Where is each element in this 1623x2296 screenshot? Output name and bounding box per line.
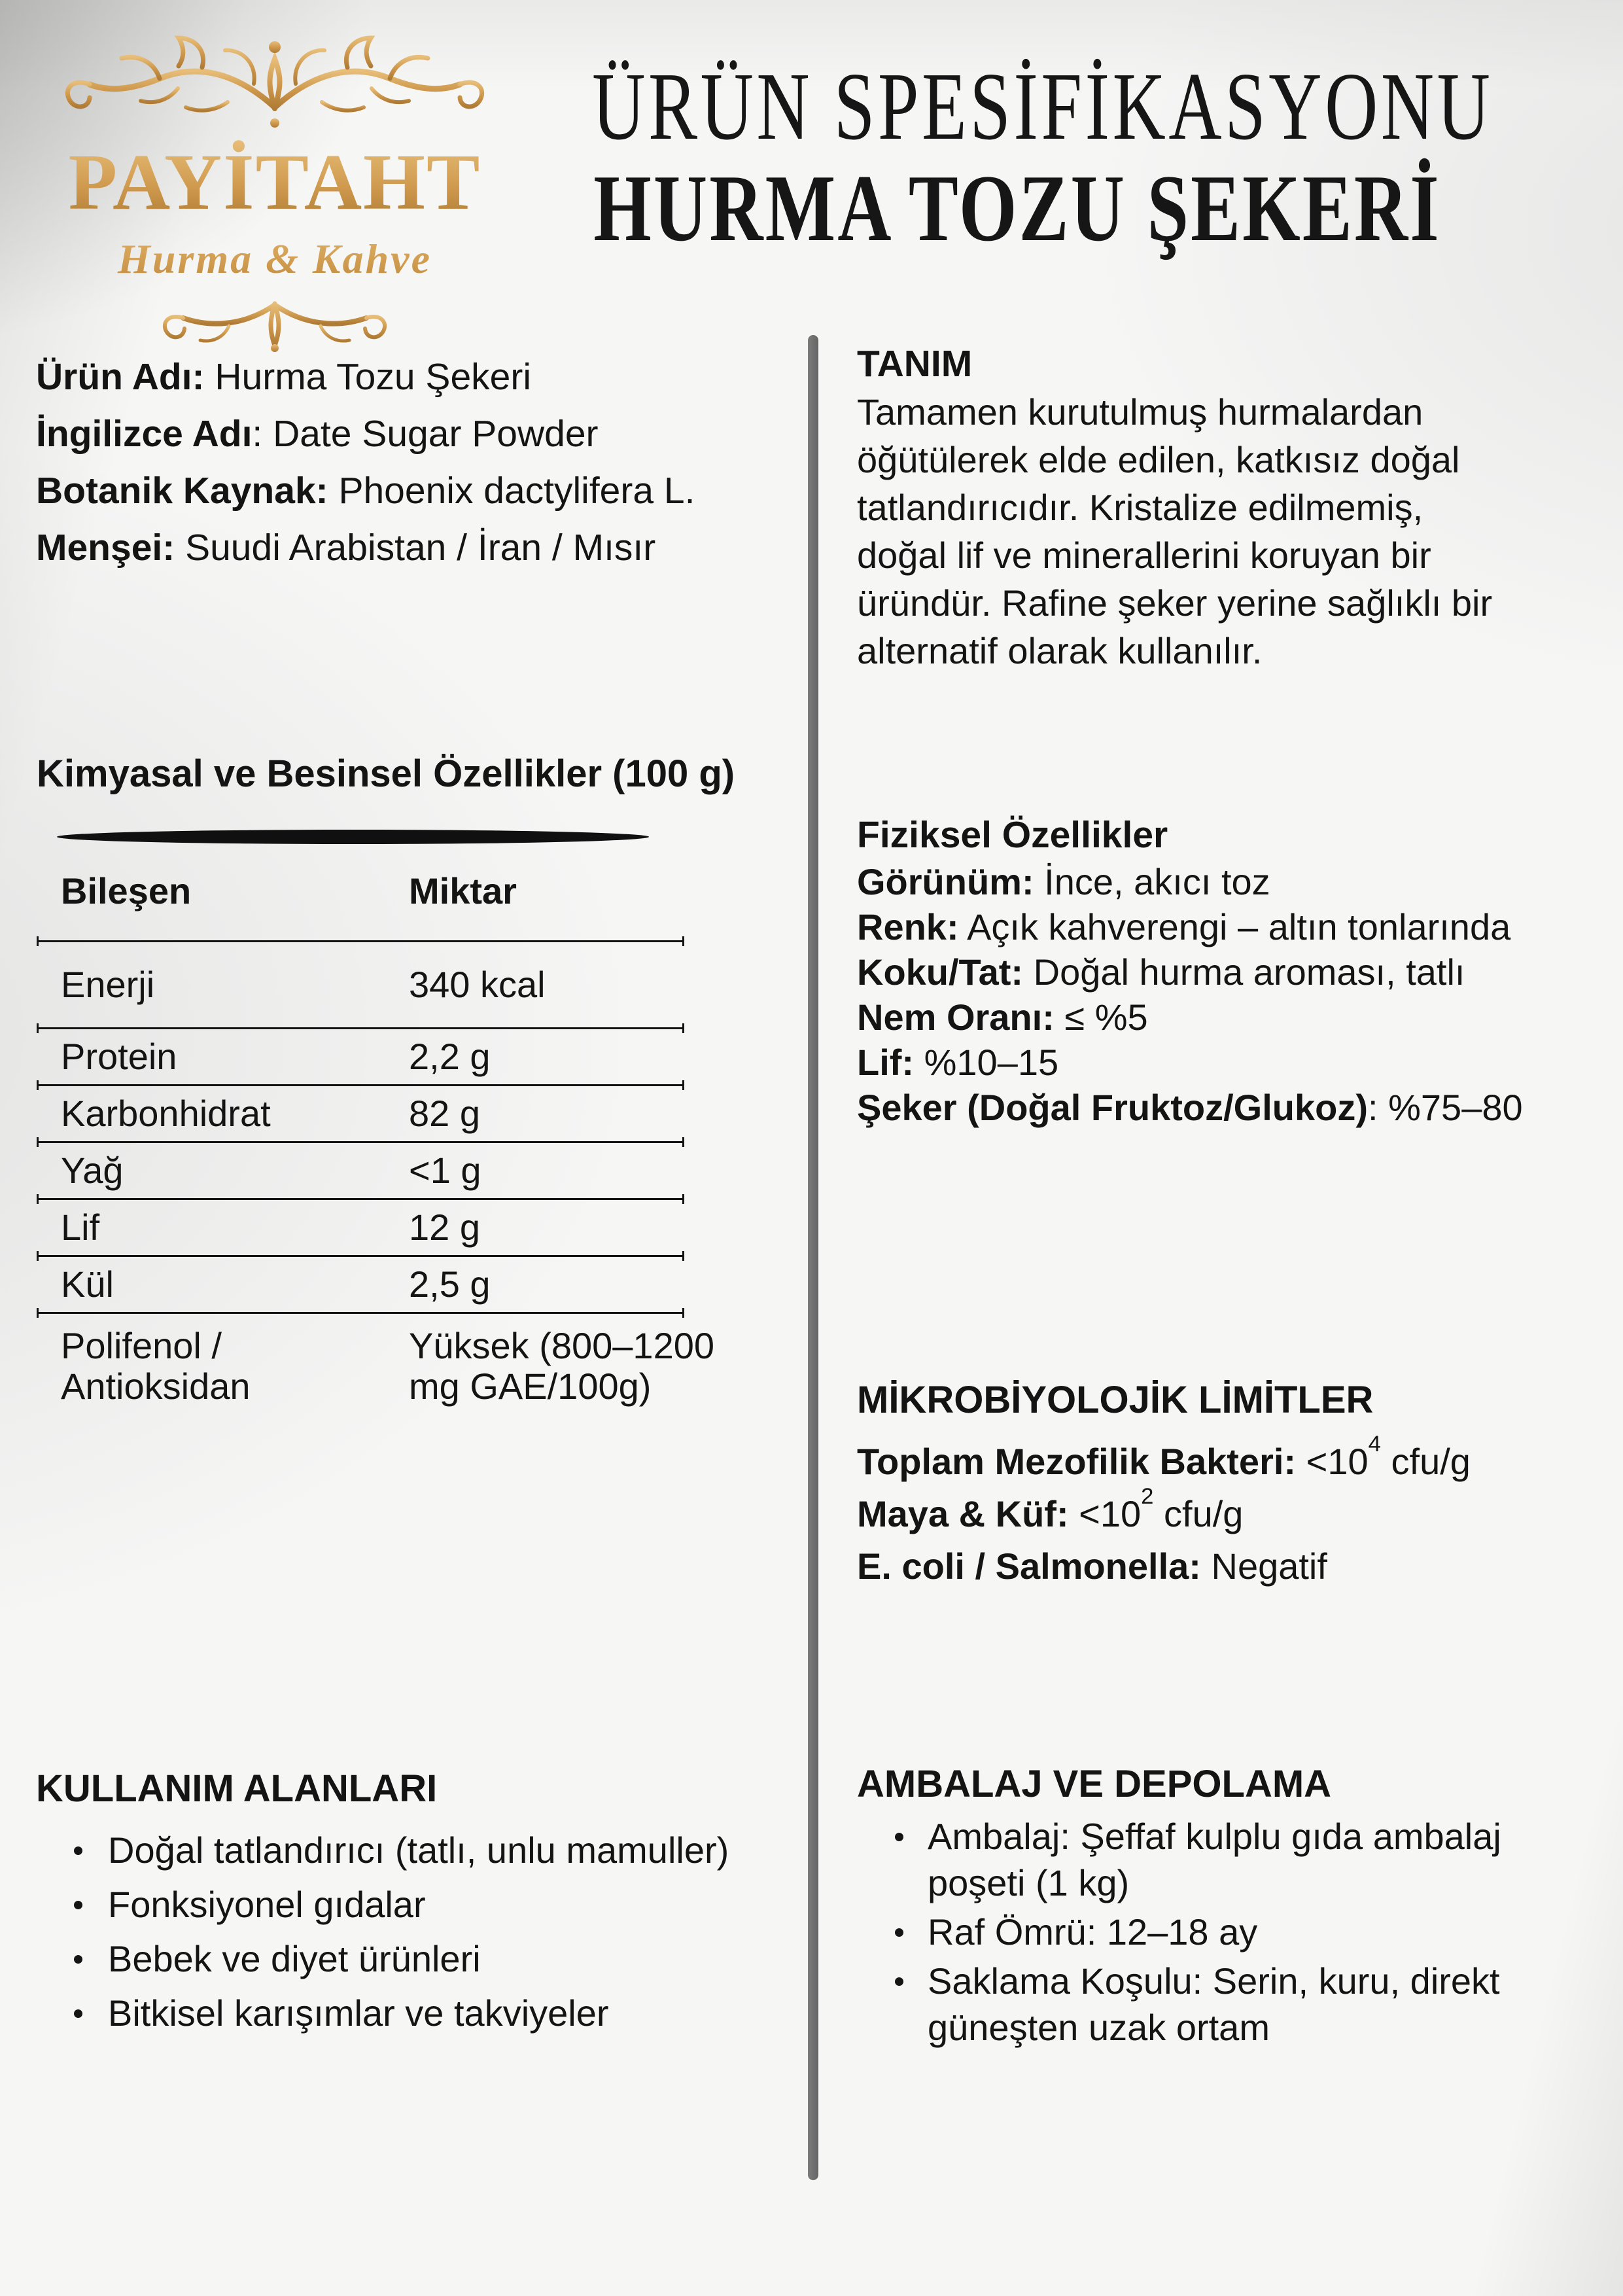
micro-label: Toplam Mezofilik Bakteri: <box>857 1441 1297 1482</box>
bullet-icon <box>895 1977 903 1986</box>
packaging-item-text: Saklama Koşulu: Serin, kuru, direkt <box>928 1960 1500 2002</box>
property-label: Görünüm: <box>857 861 1034 902</box>
usage-item <box>36 1986 805 2040</box>
property-label: Şeker (Doğal Fruktoz/Glukoz) <box>857 1087 1368 1128</box>
component-amount: 2,2 g <box>409 1036 491 1077</box>
usage-item-text: Fonksiyonel gıdalar <box>108 1884 426 1925</box>
component-name: Lif <box>61 1207 100 1248</box>
component-name: Karbonhidrat <box>61 1093 271 1134</box>
usage-item <box>36 1877 805 1932</box>
packaging-item-text: poşeti (1 kg) <box>928 1862 1130 1903</box>
title-line1: ÜRÜN SPESİFİKASYONU <box>592 53 1493 160</box>
definition-text-line: üründür. Rafine şeker yerine sağlıklı bir <box>857 582 1493 624</box>
micro-label: E. coli / Salmonella: <box>857 1545 1201 1587</box>
definition-text-line: alternatif olarak kullanılır. <box>857 630 1263 671</box>
component-amount: 2,5 g <box>409 1263 491 1305</box>
component-amount: 340 kcal <box>409 964 546 1005</box>
usage-title: KULLANIM ALANLARI <box>36 1767 438 1810</box>
micro-row-mesophilic <box>857 1431 1622 1488</box>
micro-title: MİKROBİYOLOJİK LİMİTLER <box>857 1379 1374 1421</box>
packaging-item-text: güneşten uzak ortam <box>928 2007 1270 2048</box>
usage-list <box>36 1823 805 2040</box>
ornament-flourish-bottom-icon <box>137 288 412 353</box>
micro-row-ecoli-salmonella <box>857 1540 1622 1593</box>
info-row-botanical-source <box>36 463 782 520</box>
physical-row-color <box>857 904 1622 949</box>
info-label: Menşei: <box>36 527 175 569</box>
definition-text-line: öğütülerek elde edilen, katkısız doğal <box>857 439 1460 480</box>
component-name: Kül <box>61 1263 114 1305</box>
physical-row-appearance <box>857 859 1622 904</box>
definition-title: TANIM <box>857 343 973 385</box>
bullet-icon <box>74 1955 82 1964</box>
component-amount: 82 g <box>409 1093 480 1134</box>
property-value: ≤ %5 <box>1054 997 1148 1038</box>
microbiological-limits-section <box>857 1378 1622 1593</box>
packaging-storage-section <box>857 1763 1623 2053</box>
property-value: İnce, akıcı toz <box>1034 861 1270 902</box>
title-line2: HURMA TOZU ŞEKERİ <box>593 155 1441 261</box>
definition-text-line: doğal lif ve minerallerini koruyan bir <box>857 535 1431 576</box>
brand-logo <box>46 25 504 353</box>
physical-properties-section <box>857 813 1622 1130</box>
info-label: Botanik Kaynak: <box>36 470 328 512</box>
component-amount: 12 g <box>409 1207 480 1248</box>
nutrition-row-ash <box>37 1257 684 1314</box>
ornament-flourish-top-icon <box>59 25 491 136</box>
physical-title: Fiziksel Özellikler <box>857 814 1168 856</box>
product-info-section <box>36 349 782 576</box>
info-row-origin <box>36 520 782 576</box>
usage-item-text: Doğal tatlandırıcı (tatlı, unlu mamuller) <box>108 1829 729 1871</box>
table-top-divider <box>57 830 649 844</box>
packaging-item-text: Raf Ömrü: 12–18 ay <box>928 1911 1258 1952</box>
column-divider <box>808 335 818 2180</box>
bullet-icon <box>74 1901 82 1909</box>
property-label: Nem Oranı: <box>857 997 1055 1038</box>
micro-exponent: 2 <box>1141 1483 1154 1509</box>
micro-value: <10 <box>1296 1441 1369 1482</box>
property-value: Doğal hurma aroması, tatlı <box>1023 951 1465 993</box>
nutrition-row-fat <box>37 1143 684 1200</box>
usage-item-text: Bitkisel karışımlar ve takviyeler <box>108 1992 609 2034</box>
micro-row-yeast-mold <box>857 1483 1622 1540</box>
bullet-icon <box>895 1928 903 1937</box>
property-value: %10–15 <box>914 1042 1059 1083</box>
usage-areas-section <box>36 1767 805 2040</box>
info-value: : Date Sugar Powder <box>252 413 599 455</box>
info-row-product-name <box>36 349 782 406</box>
nutrition-row-carbohydrate <box>37 1086 684 1143</box>
definition-section <box>857 342 1603 675</box>
definition-text-line: Tamamen kurutulmuş hurmalardan <box>857 391 1423 433</box>
definition-text-line: tatlandırıcıdır. Kristalize edilmemiş, <box>857 487 1423 528</box>
document-title <box>458 53 1577 261</box>
nutrition-title: Kimyasal ve Besinsel Özellikler (100 g) <box>37 752 735 795</box>
info-label: İngilizce Adı <box>36 413 253 455</box>
property-value: Açık kahverengi – altın tonlarında <box>958 906 1511 947</box>
bullet-icon <box>74 2009 82 2018</box>
packaging-list <box>857 1813 1623 2051</box>
component-name: Polifenol / Antioksidan <box>61 1325 251 1407</box>
property-label: Lif: <box>857 1042 915 1083</box>
info-row-english-name <box>36 406 782 463</box>
usage-item <box>36 1932 805 1986</box>
packaging-title: AMBALAJ VE DEPOLAMA <box>857 1763 1332 1805</box>
nutrition-row-protein <box>37 1029 684 1086</box>
info-label: Ürün Adı: <box>36 356 205 398</box>
physical-row-sugar <box>857 1085 1622 1130</box>
component-amount: Yüksek (800–1200 mg GAE/100g) <box>409 1325 715 1407</box>
property-label: Renk: <box>857 906 959 947</box>
column-header-component: Bileşen <box>61 870 192 911</box>
column-header-amount: Miktar <box>409 870 517 911</box>
packaging-item <box>857 1958 1623 2051</box>
micro-label: Maya & Küf: <box>857 1493 1069 1534</box>
brand-name: PAYİTAHT <box>46 140 504 225</box>
packaging-item-text: Ambalaj: Şeffaf kulplu gıda ambalaj <box>928 1816 1501 1857</box>
property-label: Koku/Tat: <box>857 951 1024 993</box>
physical-row-moisture <box>857 995 1622 1040</box>
packaging-item <box>857 1909 1623 1955</box>
physical-row-fiber <box>857 1040 1622 1085</box>
component-name: Enerji <box>61 964 155 1005</box>
info-value: Hurma Tozu Şekeri <box>204 356 531 398</box>
micro-unit: cfu/g <box>1380 1441 1471 1482</box>
micro-exponent: 4 <box>1368 1431 1381 1457</box>
nutrition-header-row <box>37 860 684 942</box>
physical-row-odor-taste <box>857 949 1622 995</box>
micro-value: Negatif <box>1200 1545 1327 1587</box>
component-amount: <1 g <box>409 1150 481 1191</box>
packaging-item <box>857 1813 1623 1906</box>
nutrition-row-polyphenol <box>37 1314 715 1407</box>
micro-value: <10 <box>1068 1493 1142 1534</box>
nutrition-table-section <box>37 751 735 1407</box>
component-name: Protein <box>61 1036 177 1077</box>
nutrition-row-energy <box>37 942 684 1029</box>
micro-unit: cfu/g <box>1153 1493 1244 1534</box>
usage-item <box>36 1823 805 1877</box>
bullet-icon <box>895 1833 903 1841</box>
info-value: Suudi Arabistan / İran / Mısır <box>175 527 656 569</box>
component-name: Yağ <box>61 1150 124 1191</box>
nutrition-row-fiber <box>37 1200 684 1257</box>
info-value: Phoenix dactylifera L. <box>328 470 695 512</box>
property-value: : %75–80 <box>1368 1087 1523 1128</box>
brand-subtitle: Hurma & Kahve <box>46 233 504 285</box>
usage-item-text: Bebek ve diyet ürünleri <box>108 1938 481 1979</box>
bullet-icon <box>74 1846 82 1855</box>
